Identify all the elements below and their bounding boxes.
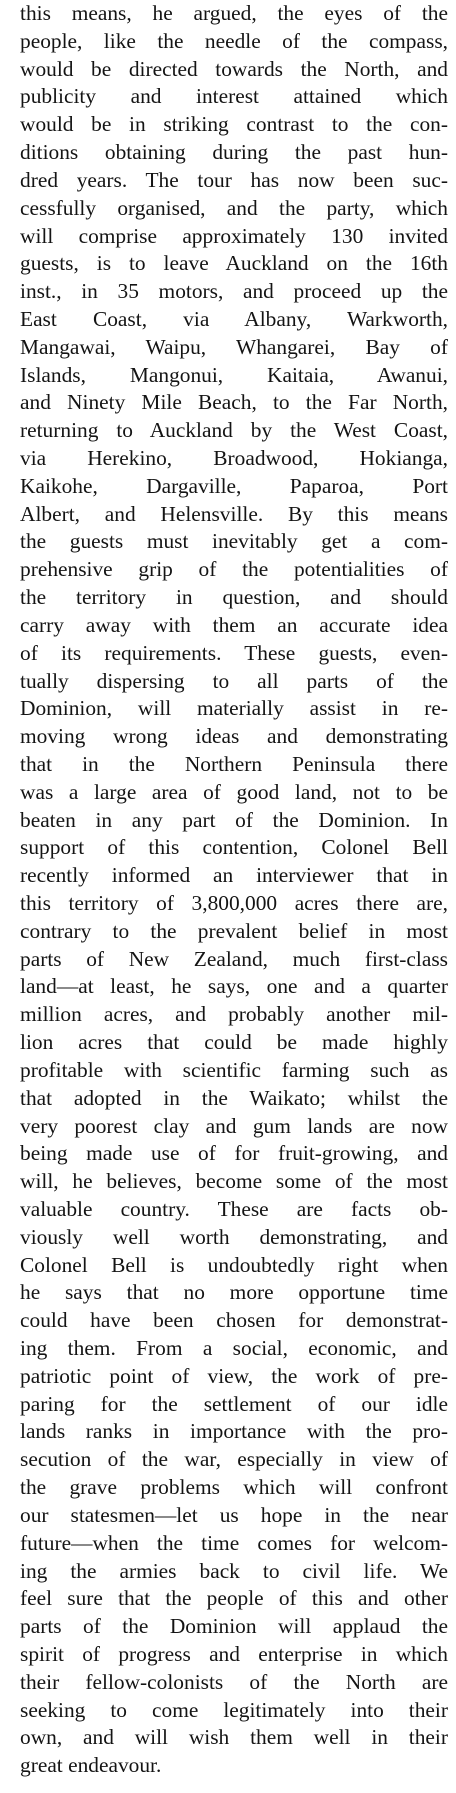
article-line: that in the Northern Peninsula there (20, 751, 448, 776)
article-line: contrary to the prevalent belief in most (20, 918, 448, 943)
article-line: lion acres that could be made highly (20, 1030, 448, 1055)
article-line: will comprise approximately 130 invited (20, 223, 448, 248)
article-line: Dominion, will materially assist in re- (20, 696, 448, 721)
article-line: lands ranks in importance with the pro- (20, 1419, 448, 1444)
article-line: ing them. From a social, economic, and (20, 1336, 448, 1360)
article-line: the territory in question, and should (20, 585, 448, 610)
article-line: he says that no more opportune time (20, 1280, 448, 1305)
article-line: parts of New Zealand, much first-class (20, 946, 448, 971)
article-line: ditions obtaining during the past hun- (20, 140, 448, 165)
article-line: via Herekino, Broadwood, Hokianga, (20, 446, 448, 470)
article-line: very poorest clay and gum lands are now (20, 1113, 448, 1138)
article-line: seeking to come legitimately into their (20, 1697, 448, 1722)
article-line: million acres, and probably another mil- (20, 1002, 448, 1027)
article-line: great endeavour. (20, 1753, 162, 1778)
article-line: recently informed an interviewer that in (20, 863, 448, 888)
article-line: paring for the settlement of our idle (20, 1391, 448, 1416)
article-line: of its requirements. These guests, even- (20, 640, 448, 665)
article-line: patriotic point of view, the work of pre- (20, 1363, 448, 1388)
article-line: will, he believes, become some of the most (20, 1169, 448, 1194)
article-line: own, and will wish them well in their (20, 1725, 448, 1750)
article-line: would be in striking contrast to the con- (20, 112, 448, 137)
article-line: spirit of progress and enterprise in which (20, 1641, 448, 1666)
article-line: profitable with scientific farming such as (20, 1057, 448, 1082)
article-line: the guests must inevitably get a com- (20, 529, 448, 554)
article-line: secution of the war, especially in view of (20, 1447, 448, 1472)
article-line: that adopted in the Waikato; whilst the (20, 1085, 448, 1110)
article-line: East Coast, via Albany, Warkworth, (20, 306, 448, 331)
article-line: Mangawai, Waipu, Whangarei, Bay of (20, 334, 448, 359)
article-line: future—when the time comes for welcom- (20, 1530, 448, 1555)
article-line: carry away with them an accurate idea (20, 612, 448, 637)
article-line: land—at least, he says, one and a quarter (20, 974, 448, 999)
article-line: tually dispersing to all parts of the (20, 668, 448, 693)
article-line: people, like the needle of the compass, (20, 28, 448, 53)
article-line: Albert, and Helensville. By this means (20, 501, 448, 526)
article-line: guests, is to leave Auckland on the 16th (20, 251, 448, 276)
article-line: could have been chosen for demonstrat- (20, 1308, 448, 1333)
article-line: dred years. The tour has now been suc- (20, 167, 448, 192)
article-line: support of this contention, Colonel Bell (20, 835, 448, 860)
article-line: publicity and interest attained which (20, 84, 448, 109)
article-line: parts of the Dominion will applaud the (20, 1614, 448, 1639)
article-line: returning to Auckland by the West Coast, (20, 418, 448, 443)
article-line: cessfully organised, and the party, which (20, 195, 448, 220)
article-line: Islands, Mangonui, Kaitaia, Awanui, (20, 362, 448, 387)
article-line: moving wrong ideas and demonstrating (20, 724, 448, 749)
article-line: inst., in 35 motors, and proceed up the (20, 279, 448, 304)
article-line: ing the armies back to civil life. We (20, 1558, 448, 1583)
article-line: and Ninety Mile Beach, to the Far North, (20, 390, 448, 415)
article-line: this means, he argued, the eyes of the (20, 1, 448, 25)
article-line: valuable country. These are facts ob- (20, 1196, 448, 1221)
article-line: being made use of for fruit-growing, and (20, 1141, 448, 1166)
article-line: viously well worth demonstrating, and (20, 1224, 448, 1249)
article-line: beaten in any part of the Dominion. In (20, 807, 448, 832)
article-line: their fellow-colonists of the North are (20, 1669, 448, 1694)
article-line: feel sure that the people of this and other (20, 1586, 448, 1611)
article-line: was a large area of good land, not to be (20, 779, 448, 804)
article-line: the grave problems which will confront (20, 1475, 448, 1500)
article-line: prehensive grip of the potentialities of (20, 557, 448, 582)
article-line: Kaikohe, Dargaville, Paparoa, Port (20, 473, 448, 498)
article-column (20, 0, 448, 1793)
article-line: this territory of 3,800,000 acres there are, (20, 891, 448, 915)
article-line: would be directed towards the North, and (20, 56, 448, 81)
article-line: Colonel Bell is undoubtedly right when (20, 1252, 448, 1277)
article-line: our statesmen—let us hope in the near (20, 1502, 448, 1527)
